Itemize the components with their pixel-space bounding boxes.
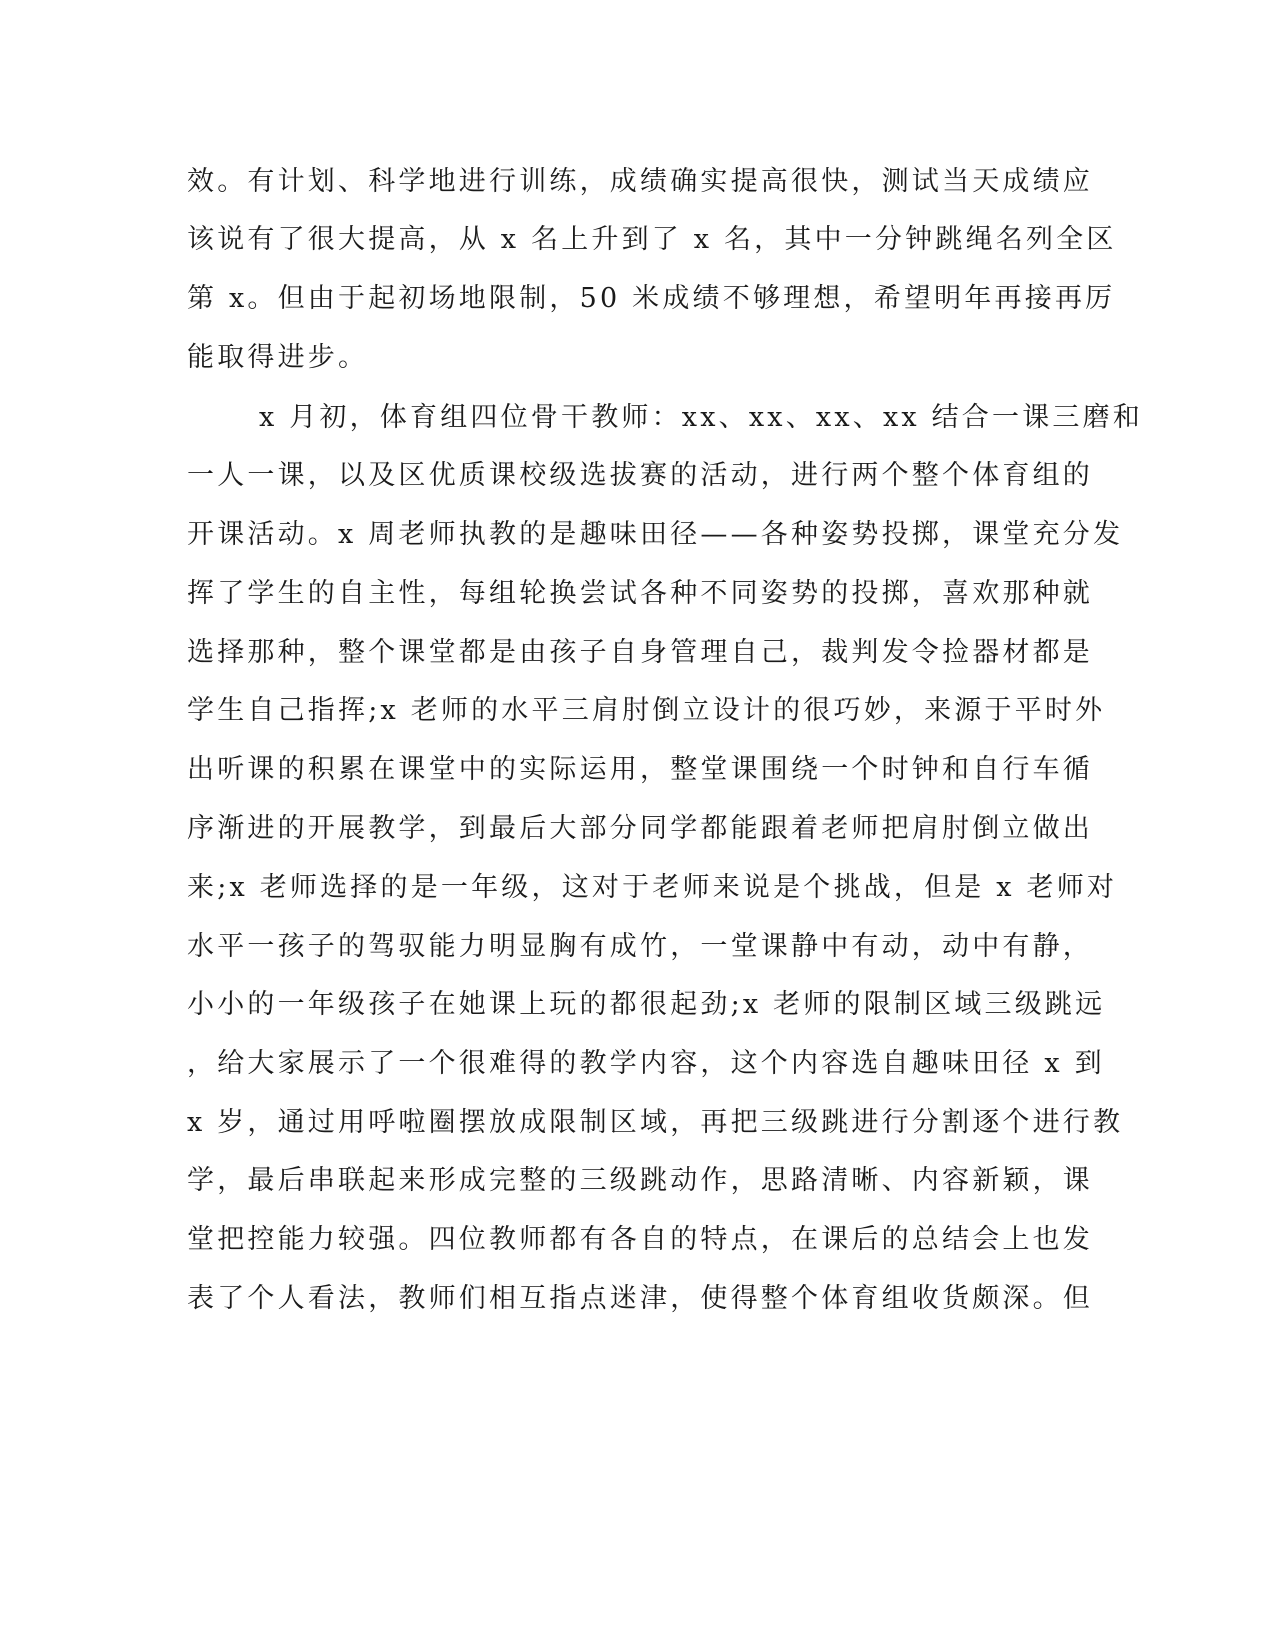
text-line: 开课活动。x 周老师执教的是趣味田径——各种姿势投掷，课堂充分发 [187,519,1124,550]
text-line: 能取得进步。 [187,342,369,373]
text-line: 表了个人看法，教师们相互指点迷津，使得整个体育组收货颇深。但 [187,1283,1093,1314]
text-line: 序渐进的开展教学，到最后大部分同学都能跟着老师把肩肘倒立做出 [187,813,1093,844]
text-line: 效。有计划、科学地进行训练，成绩确实提高很快，测试当天成绩应 [187,166,1093,197]
text-line: 小小的一年级孩子在她课上玩的都很起劲;x 老师的限制区域三级跳远 [187,989,1106,1020]
text-line: 第 x。但由于起初场地限制，50 米成绩不够理想，希望明年再接再厉 [187,283,1116,314]
text-line: 出听课的积累在课堂中的实际运用，整堂课围绕一个时钟和自行车循 [187,754,1093,785]
text-line: 堂把控能力较强。四位教师都有各自的特点，在课后的总结会上也发 [187,1224,1093,1255]
text-line: 来;x 老师选择的是一年级，这对于老师来说是个挑战，但是 x 老师对 [187,872,1118,903]
text-line: x 岁，通过用呼啦圈摆放成限制区域，再把三级跳进行分割逐个进行教 [187,1107,1124,1138]
text-line: 选择那种，整个课堂都是由孩子自身管理自己，裁判发令捡器材都是 [187,637,1093,668]
paragraph-first-line: x 月初，体育组四位骨干教师：xx、xx、xx、xx 结合一课三磨和 [259,402,1144,433]
text-line: 学，最后串联起来形成完整的三级跳动作，思路清晰、内容新颖，课 [187,1165,1093,1196]
text-line: 水平一孩子的驾驭能力明显胸有成竹，一堂课静中有动，动中有静， [187,931,1093,962]
text-line: ，给大家展示了一个很难得的教学内容，这个内容选自趣味田径 x 到 [187,1048,1105,1079]
text-line: 一人一课，以及区优质课校级选拔赛的活动，进行两个整个体育组的 [187,460,1093,491]
text-line: 学生自己指挥;x 老师的水平三肩肘倒立设计的很巧妙，来源于平时外 [187,695,1106,726]
text-line: 该说有了很大提高，从 x 名上升到了 x 名，其中一分钟跳绳名列全区 [187,224,1117,255]
text-line: 挥了学生的自主性，每组轮换尝试各种不同姿势的投掷，喜欢那种就 [187,578,1093,609]
